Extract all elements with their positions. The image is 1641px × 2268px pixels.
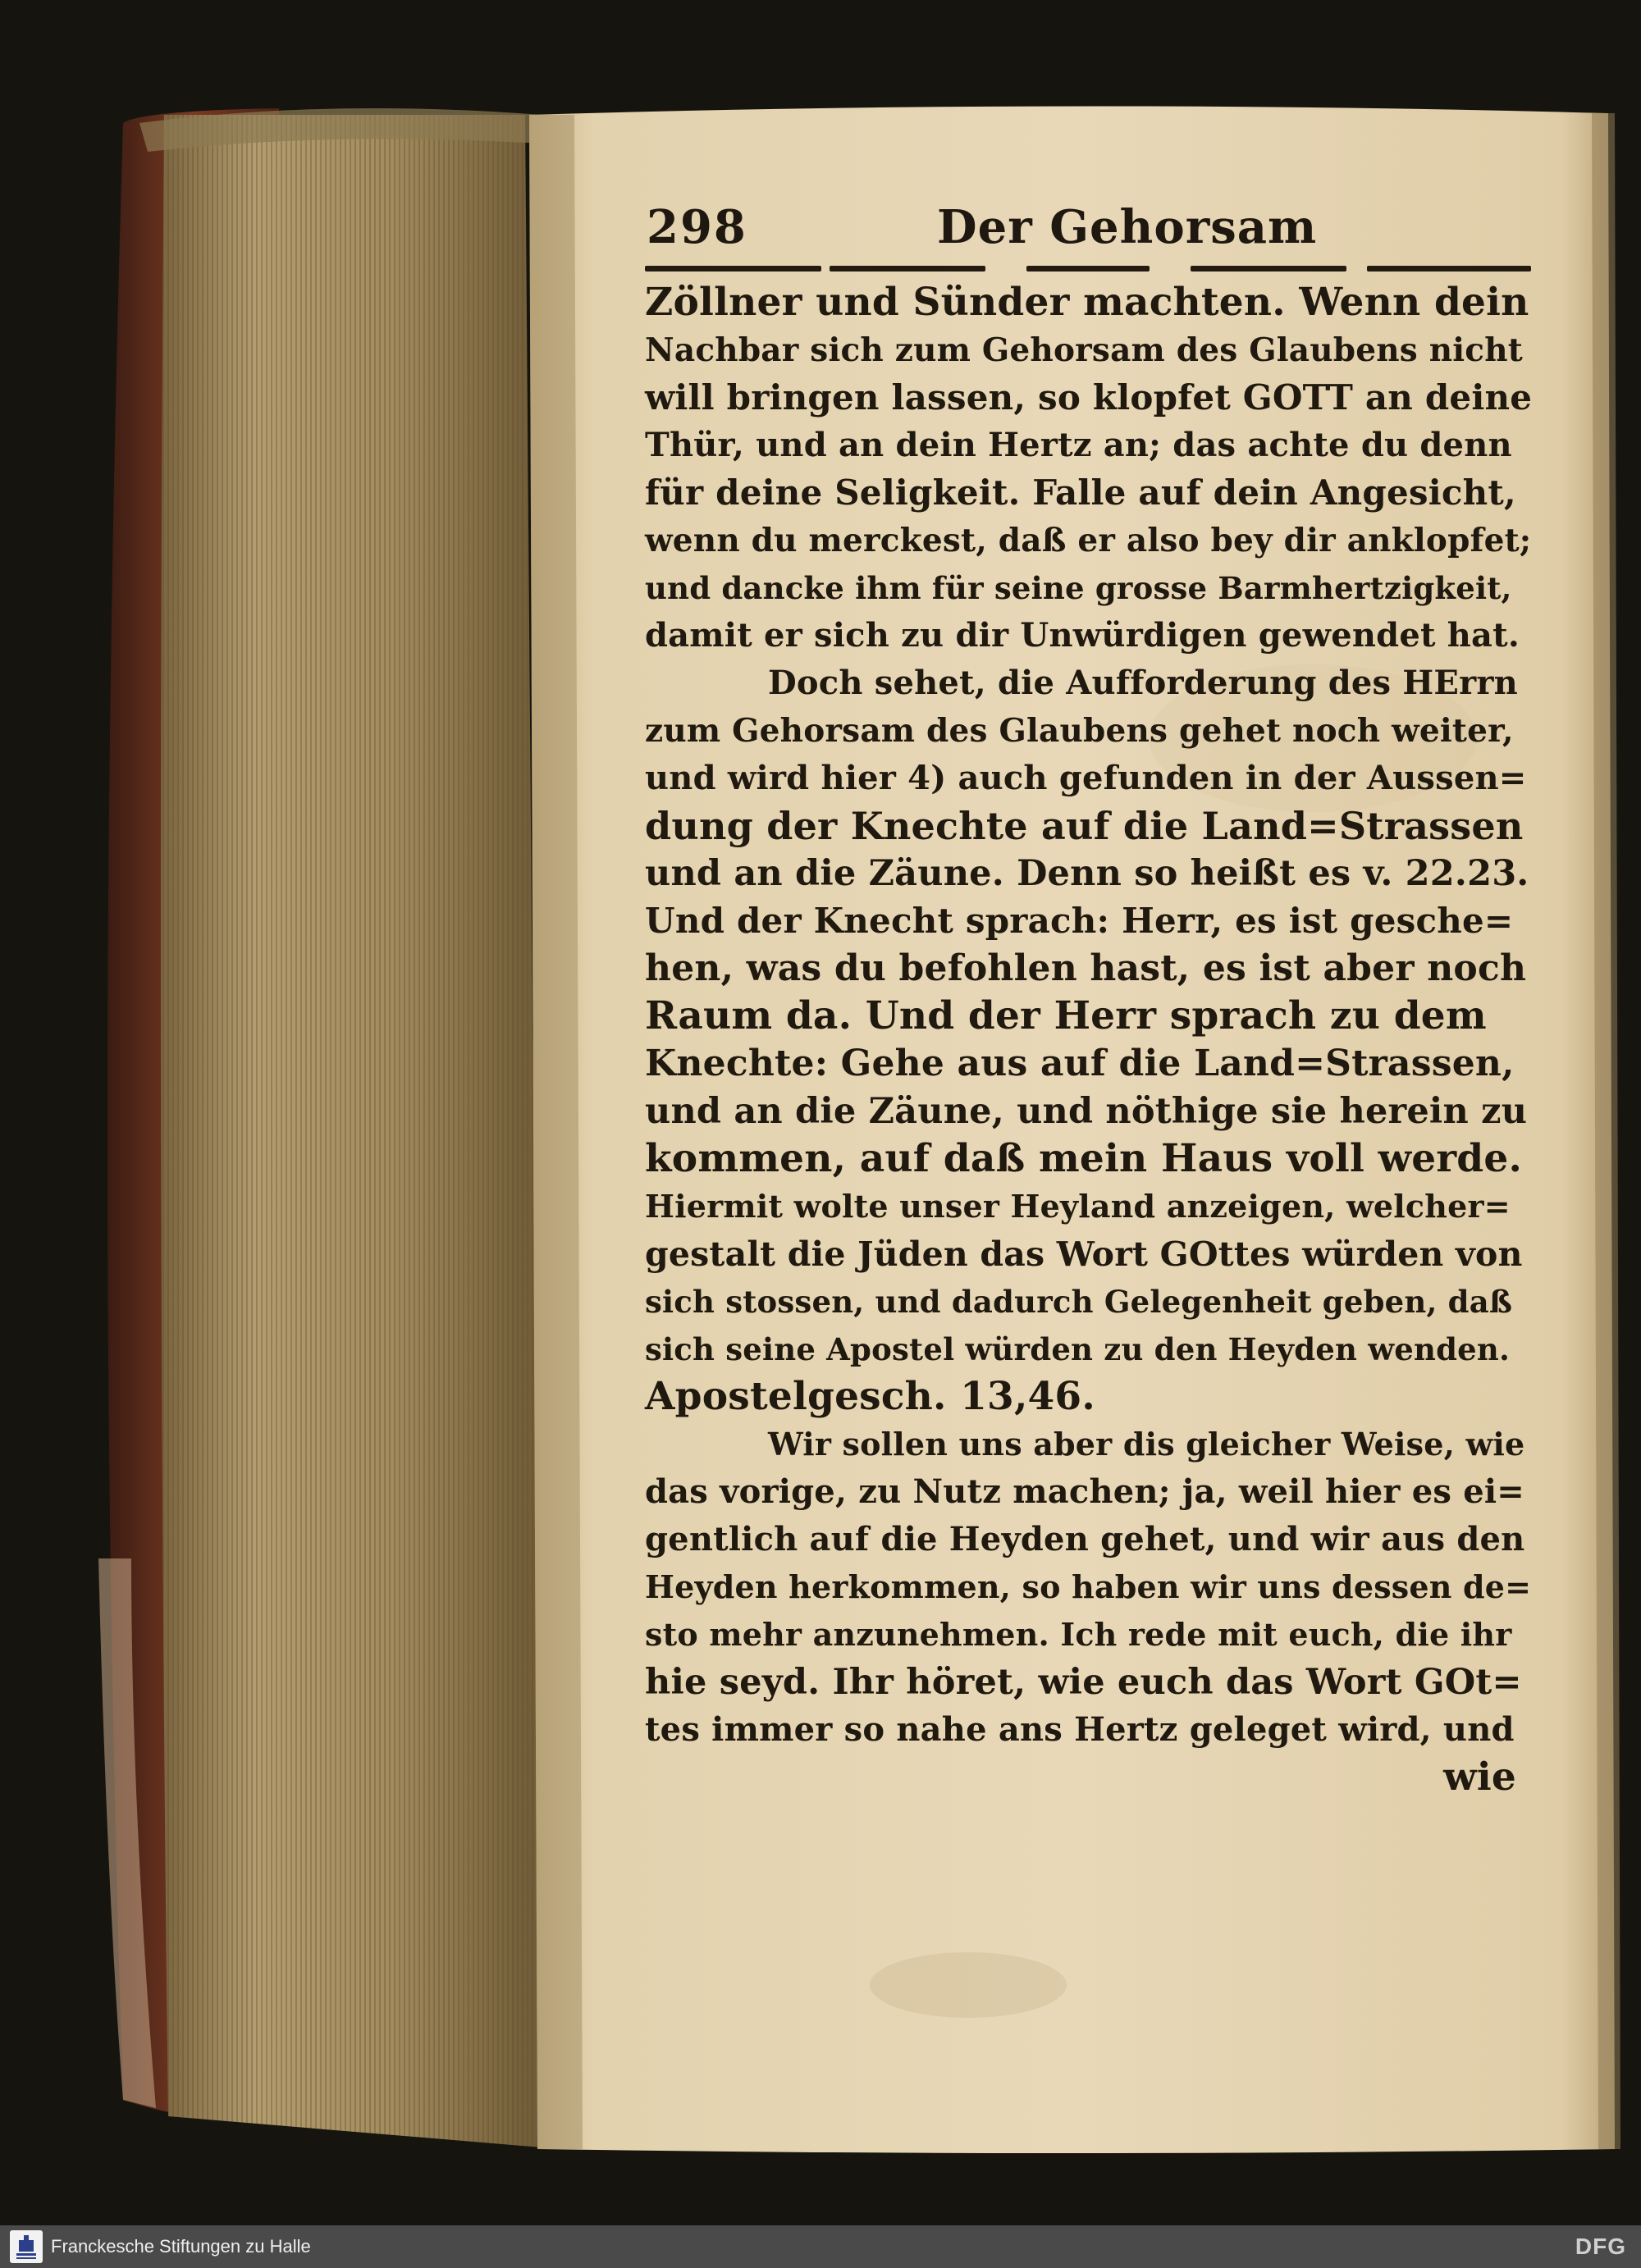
paragraph-start-line: Doch sehet, die Aufforderung des HErrn (768, 664, 1518, 702)
institution-name[interactable]: Franckesche Stiftungen zu Halle (51, 2236, 311, 2257)
text-line: Zöllner und Sünder machten. Wenn dein (645, 280, 1529, 325)
catchword: wie (1443, 1755, 1516, 1800)
printed-page (633, 190, 1544, 1801)
running-head (633, 190, 1544, 256)
dfg-logo[interactable]: DFG (1575, 2234, 1626, 2259)
body-text (645, 279, 1531, 1801)
text-line: gentlich auf die Heyden gehet, und wir aus den (645, 1520, 1525, 1558)
text-line: damit er sich zu dir Unwürdigen gewendet hat. (645, 616, 1520, 655)
text-line: gestalt die Jüden das Wort GOttes würden von (645, 1234, 1523, 1274)
text-line: und an die Zäune, und nöthige sie herein zu (645, 1091, 1528, 1132)
page-number: 298 (647, 200, 747, 254)
text-line: tes immer so nahe ans Hertz geleget wird, und (645, 1710, 1515, 1749)
text-line: das vorige, zu Nutz machen; ja, weil hier es ei= (645, 1472, 1525, 1511)
text-line: Und der Knecht sprach: Herr, es ist gesche= (645, 901, 1514, 941)
text-line: will bringen lassen, so klopfet GOTT an deine (645, 377, 1533, 418)
text-line: und an die Zäune. Denn so heißt es v. 22.23. (645, 853, 1529, 894)
text-line: Thür, und an dein Hertz an; das achte du denn (645, 426, 1512, 464)
text-line: Apostelgesch. 13,46. (645, 1374, 1095, 1419)
text-line: sich seine Apostel würden zu den Heyden wenden. (645, 1331, 1511, 1367)
text-line: Knechte: Gehe aus auf die Land=Strassen, (645, 1043, 1515, 1084)
text-line: sto mehr anzunehmen. Ich rede mit euch, die ihr (645, 1616, 1512, 1653)
text-line: hen, was du befohlen hast, es ist aber noch (645, 947, 1527, 989)
text-line: Hiermit wolte unser Heyland anzeigen, welcher= (645, 1188, 1511, 1225)
text-line: wenn du merckest, daß er also bey dir anklopfet; (645, 522, 1532, 559)
text-line: zum Gehorsam des Glaubens gehet noch weiter, (645, 712, 1514, 750)
text-line: für deine Seligkeit. Falle auf dein Angesicht, (645, 472, 1516, 513)
text-line: und wird hier 4) auch gefunden in der Aussen= (645, 759, 1527, 797)
text-line: Raum da. Und der Herr sprach zu dem (645, 993, 1487, 1038)
text-line: hie seyd. Ihr höret, wie euch das Wort GOt= (645, 1662, 1522, 1703)
text-line: kommen, auf daß mein Haus voll werde. (645, 1136, 1523, 1181)
text-line: und dancke ihm für seine grosse Barmhertzigkeit, (645, 570, 1512, 606)
text-line: Nachbar sich zum Gehorsam des Glaubens nicht (645, 331, 1524, 369)
text-line: sich stossen, und dadurch Gelegenheit geben, daß (645, 1284, 1513, 1320)
running-title: Der Gehorsam (937, 200, 1318, 254)
text-line: dung der Knechte auf die Land=Strassen (645, 804, 1524, 848)
paragraph-start-line: Wir sollen uns aber dis gleicher Weise, wie (768, 1426, 1525, 1463)
franckesche-stiftungen-logo-icon[interactable] (10, 2230, 43, 2263)
footer-bar (0, 2225, 1641, 2268)
text-line: Heyden herkommen, so haben wir uns dessen de= (645, 1568, 1532, 1605)
header-rule (645, 262, 1531, 274)
